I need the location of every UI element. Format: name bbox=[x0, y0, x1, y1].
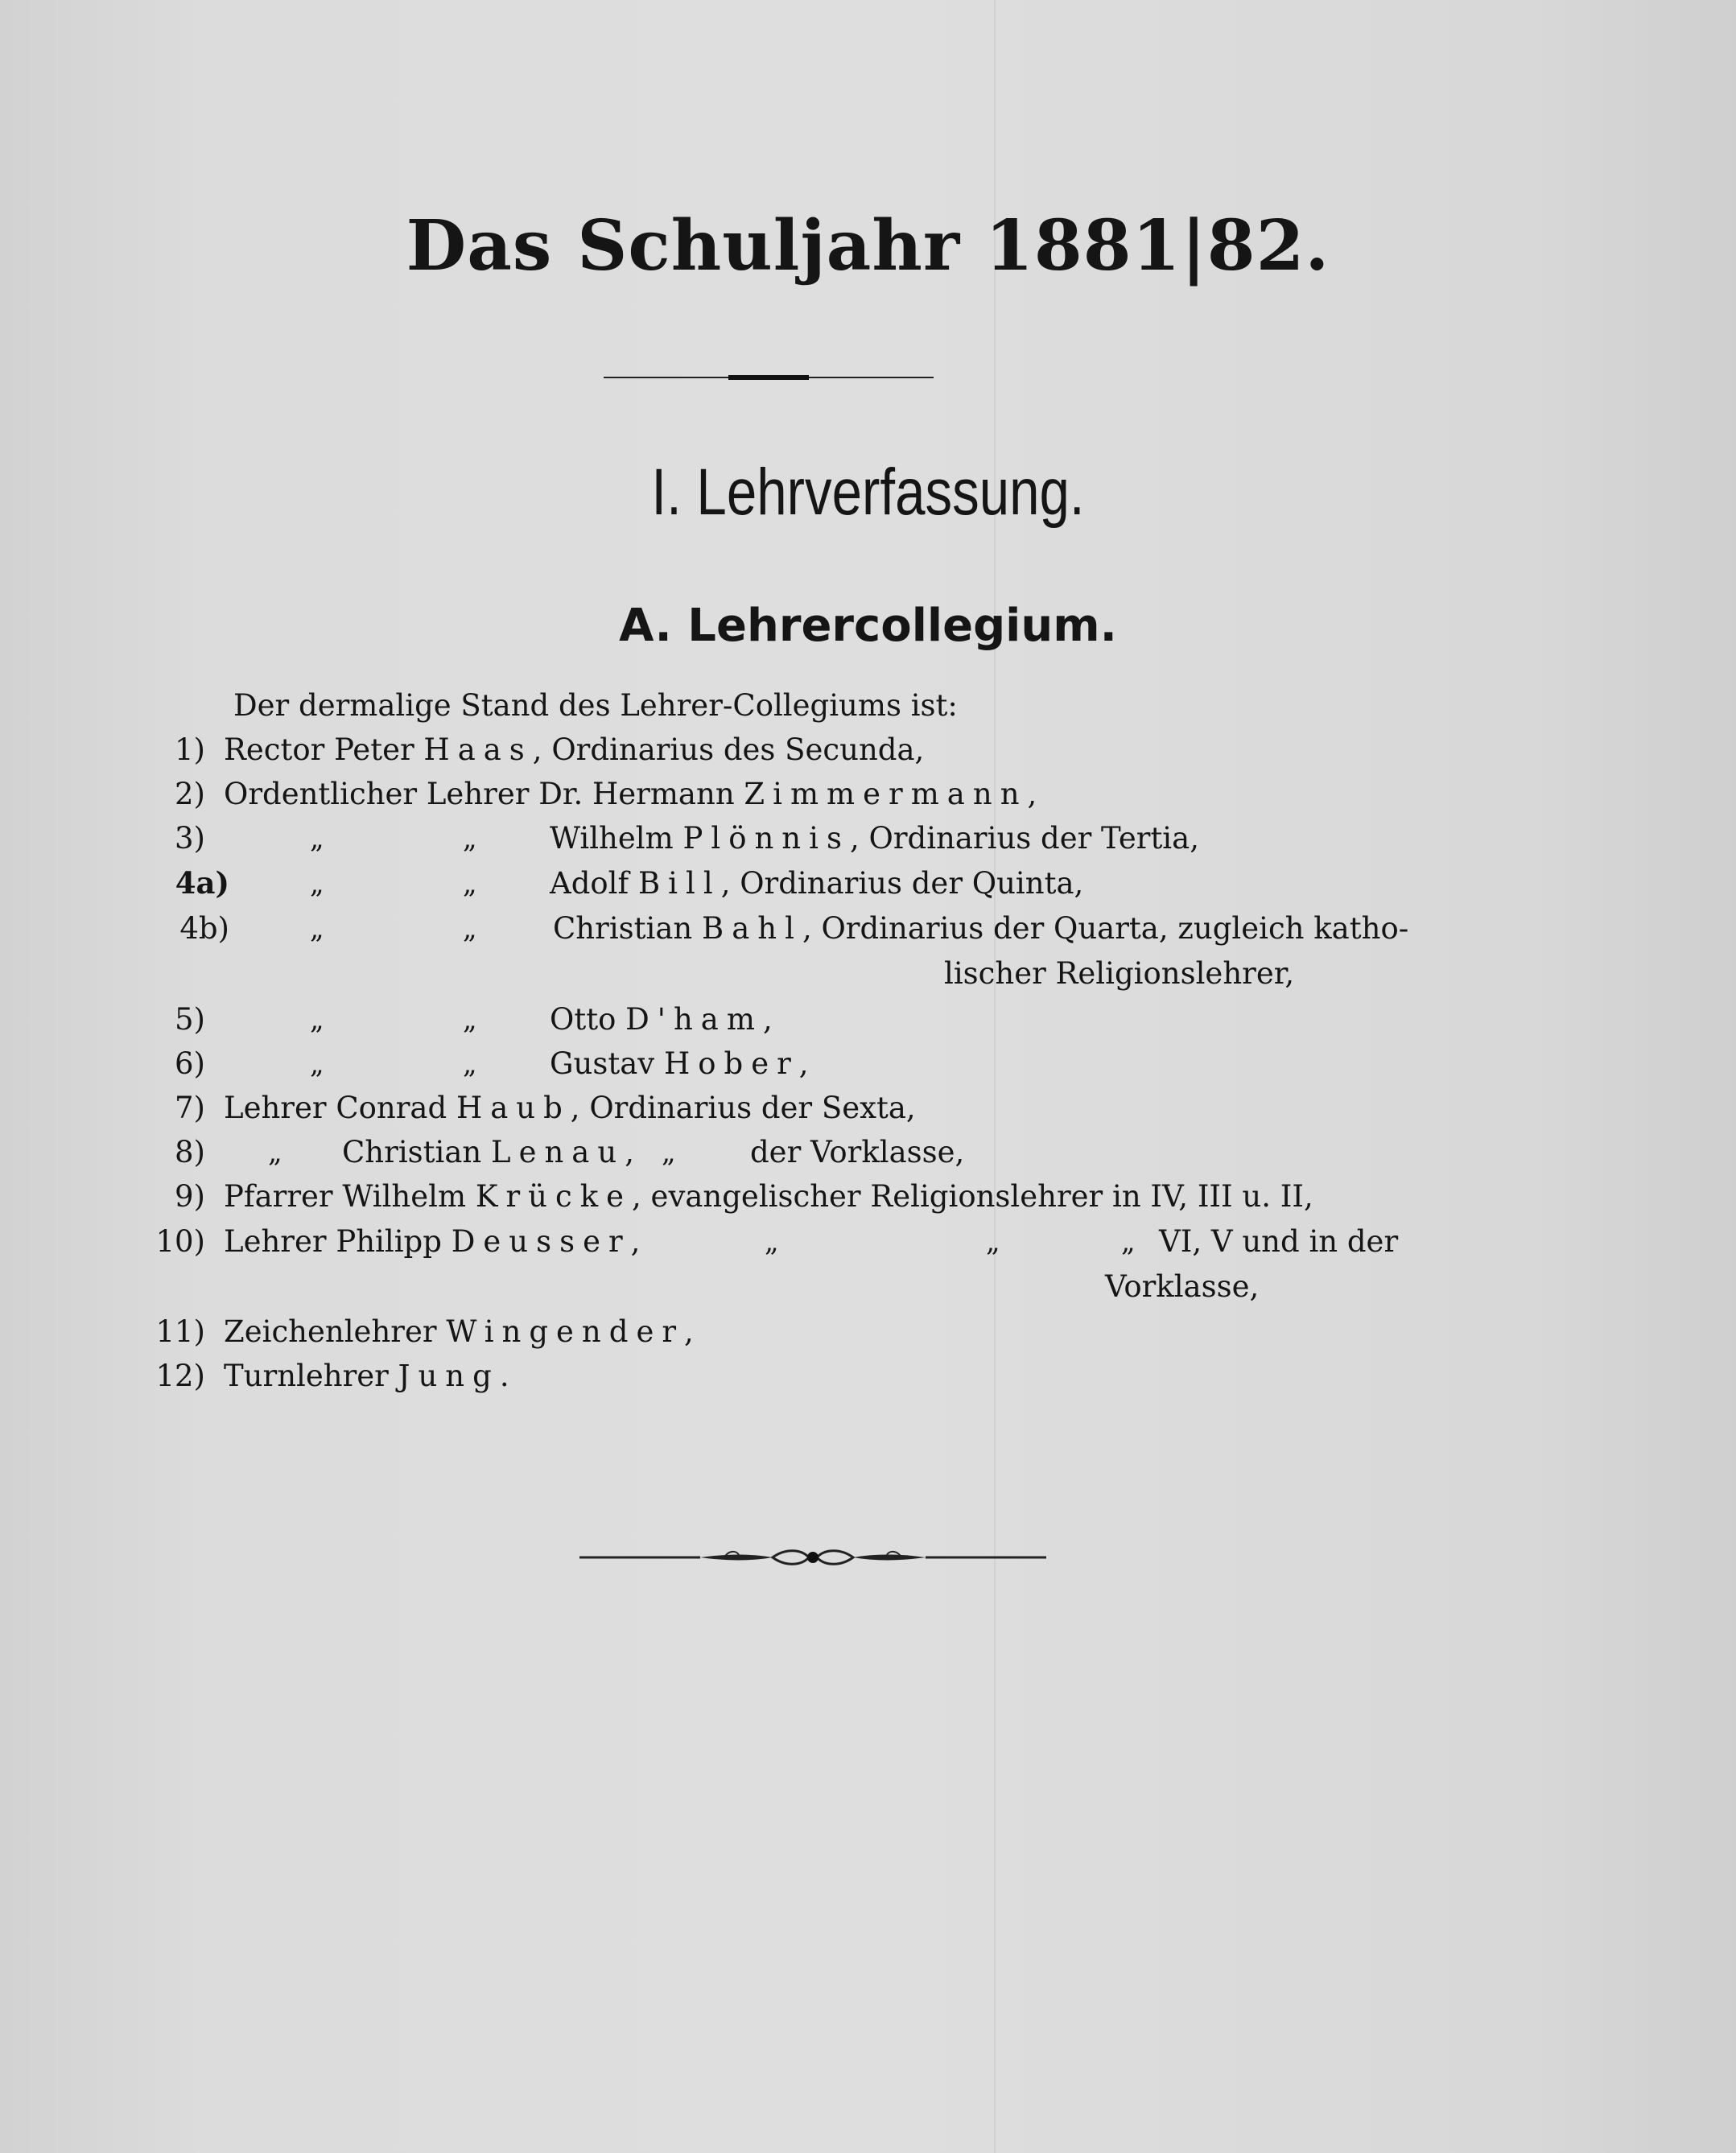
entry-number: 3) bbox=[175, 821, 205, 856]
entry-number: 4b) bbox=[179, 911, 229, 946]
entry-text: Christian bbox=[342, 1135, 482, 1169]
ditto-mark: „ bbox=[268, 1136, 282, 1169]
entry-text: Christian bbox=[553, 911, 693, 946]
entry-surname: Plönnis bbox=[682, 821, 850, 856]
entry-text: . bbox=[499, 1359, 509, 1393]
entry-text: Turnlehrer bbox=[224, 1359, 389, 1393]
entry-surname: Zimmermann bbox=[744, 777, 1028, 811]
title-divider bbox=[604, 374, 934, 381]
entry-number: 11) bbox=[155, 1314, 205, 1349]
ditto-mark: „ bbox=[463, 1048, 477, 1080]
ditto-mark: „ bbox=[463, 868, 477, 900]
entry-number: 4a) bbox=[175, 865, 229, 901]
entry-text: , evangelischer Religionslehrer in IV, III u. II, bbox=[632, 1179, 1313, 1214]
ornament-divider-icon bbox=[579, 1545, 1046, 1569]
ditto-mark: „ bbox=[310, 1048, 324, 1080]
entry-surname: Wingender bbox=[446, 1314, 685, 1349]
entry-number: 5) bbox=[175, 1002, 205, 1037]
ditto-mark: „ bbox=[310, 823, 324, 855]
list-item bbox=[550, 866, 1084, 901]
entry-number: 10) bbox=[155, 1224, 205, 1259]
entry-continuation: Vorklasse, bbox=[1105, 1269, 1260, 1304]
entry-surname: D'ham bbox=[625, 1002, 763, 1037]
list-item bbox=[224, 1224, 641, 1259]
entry-text: Adolf bbox=[550, 866, 629, 901]
entry-number: 9) bbox=[175, 1179, 205, 1214]
entry-surname: Bahl bbox=[702, 911, 802, 946]
entry-number: 7) bbox=[175, 1091, 205, 1125]
ditto-mark: „ bbox=[310, 913, 324, 945]
list-item bbox=[553, 911, 1409, 946]
entry-text: Wilhelm bbox=[550, 821, 674, 856]
list-item bbox=[550, 1002, 773, 1037]
ditto-mark: „ bbox=[765, 1226, 779, 1258]
entry-number: 1) bbox=[175, 732, 205, 767]
entry-text: , bbox=[684, 1314, 694, 1349]
ditto-mark: „ bbox=[310, 1004, 324, 1036]
ditto-mark: „ bbox=[463, 823, 477, 855]
entry-surname: Hober bbox=[663, 1046, 799, 1081]
list-item bbox=[550, 1046, 809, 1081]
entry-surname: Haas bbox=[423, 732, 533, 767]
entry-text: Lehrer Philipp bbox=[224, 1224, 442, 1259]
divider-center-bar bbox=[728, 375, 809, 380]
ditto-mark: „ bbox=[463, 913, 477, 945]
entry-text: , Ordinarius der Sexta, bbox=[570, 1091, 916, 1125]
subsection-title: A. Lehrercollegium. bbox=[619, 600, 1117, 652]
entry-number: 8) bbox=[175, 1135, 205, 1169]
entry-text: Pfarrer Wilhelm bbox=[224, 1179, 467, 1214]
page-title: Das Schuljahr 1881|82. bbox=[406, 205, 1330, 287]
entry-text: , bbox=[762, 1002, 773, 1037]
entry-text: , Ordinarius der Quarta, zugleich katho- bbox=[802, 911, 1409, 946]
ditto-mark: „ bbox=[662, 1136, 676, 1169]
entry-surname: Deusser bbox=[451, 1224, 631, 1259]
entry-text: , bbox=[630, 1224, 641, 1259]
list-item bbox=[224, 1179, 1313, 1214]
entry-surname: Haub bbox=[456, 1091, 571, 1125]
entry-text: Rector Peter bbox=[224, 732, 414, 767]
list-item bbox=[224, 1093, 916, 1123]
list-item bbox=[224, 1361, 509, 1391]
entry-surname: Jung bbox=[398, 1359, 500, 1393]
section-title: I. Lehrverfassung. bbox=[651, 456, 1085, 529]
entry-text: Ordentlicher Lehrer Dr. Hermann bbox=[224, 777, 735, 811]
entry-text: Otto bbox=[550, 1002, 616, 1037]
list-item bbox=[550, 821, 1199, 856]
intro-text: Der dermalige Stand des Lehrer-Collegiums ist: bbox=[233, 688, 958, 723]
entry-text: , bbox=[798, 1046, 809, 1081]
entry-number: 6) bbox=[175, 1046, 205, 1081]
entry-surname: Bill bbox=[637, 866, 721, 901]
ditto-mark: „ bbox=[986, 1226, 1000, 1258]
page-fold bbox=[994, 0, 996, 2153]
ditto-mark: „ bbox=[310, 868, 324, 900]
entry-text: Gustav bbox=[550, 1046, 655, 1081]
entry-text: Zeichenlehrer bbox=[224, 1314, 437, 1349]
entry-text: VI, V und in der bbox=[1159, 1224, 1399, 1259]
entry-text: , bbox=[1027, 777, 1037, 811]
entry-text: Lehrer Conrad bbox=[224, 1091, 447, 1125]
entry-number: 12) bbox=[155, 1359, 205, 1393]
entry-surname: Krücke bbox=[475, 1179, 633, 1214]
entry-continuation: lischer Religionslehrer, bbox=[944, 956, 1295, 991]
entry-text: , Ordinarius der Tertia, bbox=[849, 821, 1199, 856]
entry-surname: Lenau bbox=[491, 1135, 625, 1169]
list-item bbox=[224, 732, 925, 767]
entry-text: , bbox=[625, 1135, 634, 1169]
entry-text: , Ordinarius der Quinta, bbox=[720, 866, 1084, 901]
list-item bbox=[224, 779, 1037, 809]
list-item bbox=[342, 1137, 634, 1167]
entry-number: 2) bbox=[175, 777, 205, 811]
ditto-mark: „ bbox=[1121, 1226, 1136, 1258]
ditto-mark: „ bbox=[463, 1004, 477, 1036]
entry-text: der Vorklasse, bbox=[750, 1135, 965, 1169]
list-item bbox=[224, 1314, 694, 1349]
entry-text: , Ordinarius des Secunda, bbox=[532, 732, 925, 767]
